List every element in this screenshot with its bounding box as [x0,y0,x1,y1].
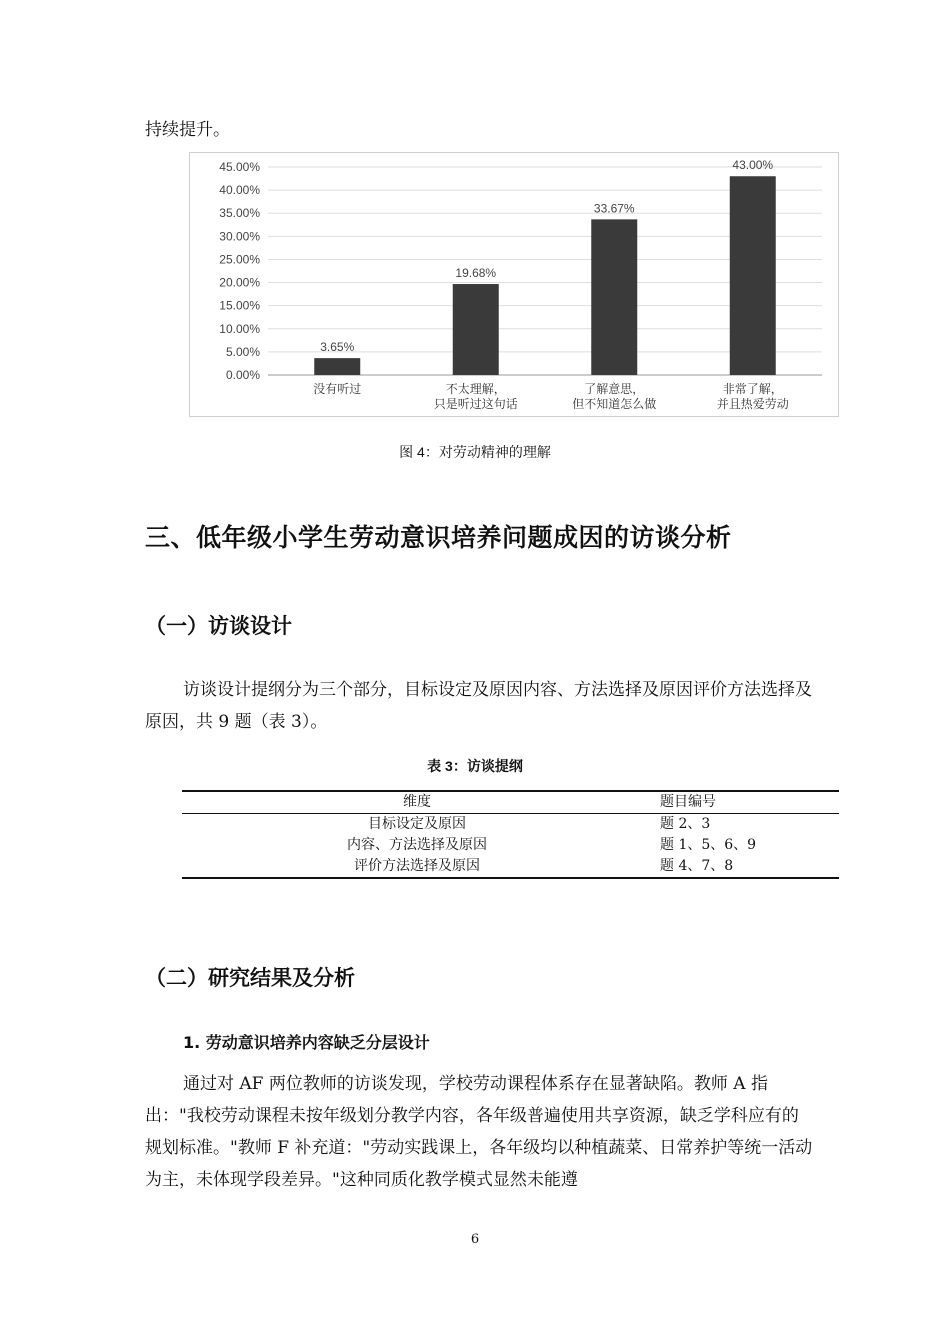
y-tick-label: 20.00% [219,275,260,290]
figure-4-chart [189,152,839,417]
table-row [182,835,839,856]
y-tick-label: 10.00% [219,321,260,336]
section-3-title: 三、低年级小学生劳动意识培养问题成因的访谈分析 [145,523,732,552]
page-number: 6 [470,1232,480,1247]
y-tick-label: 45.00% [219,160,260,174]
subsection-1-title: 1. 劳动意识培养内容缺乏分层设计 [183,1033,430,1052]
y-tick-label: 30.00% [219,229,260,244]
x-tick-label: 不太理解， [445,382,506,396]
data-label: 43.00% [732,158,774,173]
y-tick-label: 15.00% [219,298,260,313]
y-tick-label: 5.00% [225,344,260,359]
data-label: 33.67% [593,201,635,216]
table-row [182,856,839,878]
table-cell: 目标设定及原因 [368,816,466,832]
bar-chart [190,153,840,418]
y-tick-label: 25.00% [219,252,260,267]
x-tick-label: 只是听过这句话 [433,397,518,411]
bar [453,284,499,375]
intro-text: 持续提升。 [145,120,230,140]
y-tick-label: 0.00% [225,368,260,382]
table-row [182,814,839,836]
section-3-1-title: （一）访谈设计 [145,614,292,638]
table-3-caption: 表 3：访谈提纲 [427,758,523,774]
bar [314,358,360,375]
table-header-dimension: 维度 [403,794,431,810]
table-header-row [182,791,839,814]
table-cell: 题 2、3 [660,816,711,832]
table-cell: 题 4、7、8 [660,858,734,874]
x-tick-label: 没有听过 [313,382,362,396]
section-3-2-title: （二）研究结果及分析 [145,966,355,990]
table-cell: 题 1、5、6、9 [660,837,757,853]
figure-4-caption: 图 4：对劳动精神的理解 [399,444,551,460]
x-tick-label: 并且热爱劳动 [716,397,789,411]
x-tick-label: 非常了解， [722,382,783,396]
table-cell: 内容、方法选择及原因 [347,837,487,853]
y-tick-label: 40.00% [219,183,260,198]
bar [591,219,637,375]
bar [730,176,776,375]
data-label: 19.68% [455,266,497,281]
interview-outline-table [182,790,839,879]
x-tick-label: 但不知道怎么做 [572,397,657,411]
table-header-question-no: 题目编号 [660,794,716,810]
section-3-1-paragraph: 访谈设计提纲分为三个部分，目标设定及原因内容、方法选择及原因评价方法选择及原因，共 9 题（表 3）。 [145,680,812,732]
data-label: 3.65% [320,340,355,355]
section-3-2-paragraph: 通过对 AF 两位教师的访谈发现，学校劳动课程体系存在显著缺陷。教师 A 指出："我校劳动课程未按年级划分教学内容，各年级普遍使用共享资源，缺乏学科应有的规划标准。"教师 F 补充道："劳动实践课上，各年级均以种植蔬菜、日常养护等统一活动为主，未体现学段差异。"这种同质化教学模式显然未能遵 [145,1074,813,1190]
y-tick-label: 35.00% [219,206,260,221]
x-tick-label: 了解意思， [584,382,645,396]
table-cell: 评价方法选择及原因 [354,858,480,874]
